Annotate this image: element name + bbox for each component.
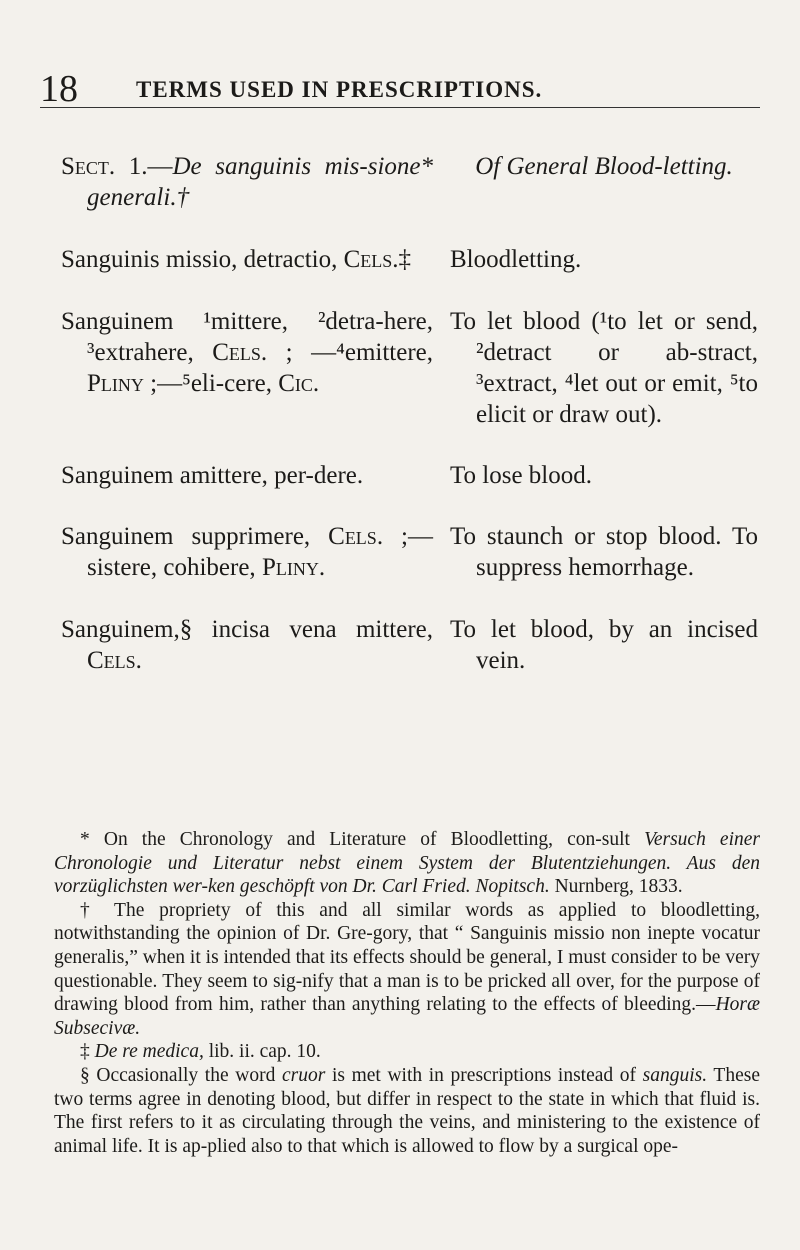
header-rule	[40, 107, 760, 108]
footnote-1: * On the Chronology and Literature of Bloodletting, con-sult Versuch einer Chronologie und Literatur nebst einem System der Blutentziehungen. Aus den vorzüglichsten wer-ken geschöpft von Dr. Carl Fried. Nopitsch. Nurnberg, 1833.	[54, 829, 760, 898]
footnote-4: § Occasionally the word cruor is met with in prescriptions instead of sanguis. These two terms agree in denoting blood, but differ in respect to the state in which that fluid is. The first refers to it as circulating through the veins, and ministering to the existence of animal life. It is ap-plied also to that which is allowed to flow by a surgical ope-	[54, 1064, 760, 1157]
latin-term: Sanguinem,§ incisa vena mittere, Cels.	[61, 616, 433, 674]
latin-term: Sanguinem amittere, per-dere.	[61, 462, 364, 489]
footnote-3: ‡ De re medica, lib. ii. cap. 10.	[80, 1041, 321, 1063]
footnote-2: † The propriety of this and all similar words as applied to bloodletting, notwithstanding the opinion of Dr. Gre-gory, that “ Sanguinis missio non inepte vocatur generalis,” when it is intended that its effects should be general, I must consider to be very questionable. They seem to sig-nify that a man is to be pricked all over, for the purpose of drawing blood from him, rather than anything relating to the effects of bleeding.—Horæ Subsecivæ.	[54, 899, 760, 1039]
english-term: Bloodletting.	[450, 246, 582, 273]
english-term: To staunch or stop blood. To suppress hemorrhage.	[450, 523, 758, 581]
latin-section-title: Sect. 1.—De sanguinis mis-sione* generali.†	[61, 153, 434, 211]
latin-term: Sanguinis missio, detractio, Cels.‡	[61, 246, 412, 273]
page-header	[40, 30, 760, 110]
english-section-title: Of General Blood-letting.	[475, 153, 733, 180]
page-number: 18	[40, 68, 78, 110]
latin-term: Sanguinem supprimere, Cels. ;—sistere, cohibere, Pliny.	[61, 523, 433, 581]
english-term: To let blood, by an incised vein.	[450, 616, 758, 674]
running-title: TERMS USED IN PRESCRIPTIONS.	[136, 77, 543, 102]
footnotes	[54, 828, 760, 1158]
latin-term: Sanguinem ¹mittere, ²detra-here, ³extrahere, Cels. ; —⁴emittere, Pliny ;—⁵eli-cere, Cic.	[61, 308, 433, 397]
english-term: To let blood (¹to let or send, ²detract or ab-stract, ³extract, ⁴let out or emit, ⁵to elicit or draw out).	[450, 308, 758, 428]
english-term: To lose blood.	[450, 462, 592, 489]
